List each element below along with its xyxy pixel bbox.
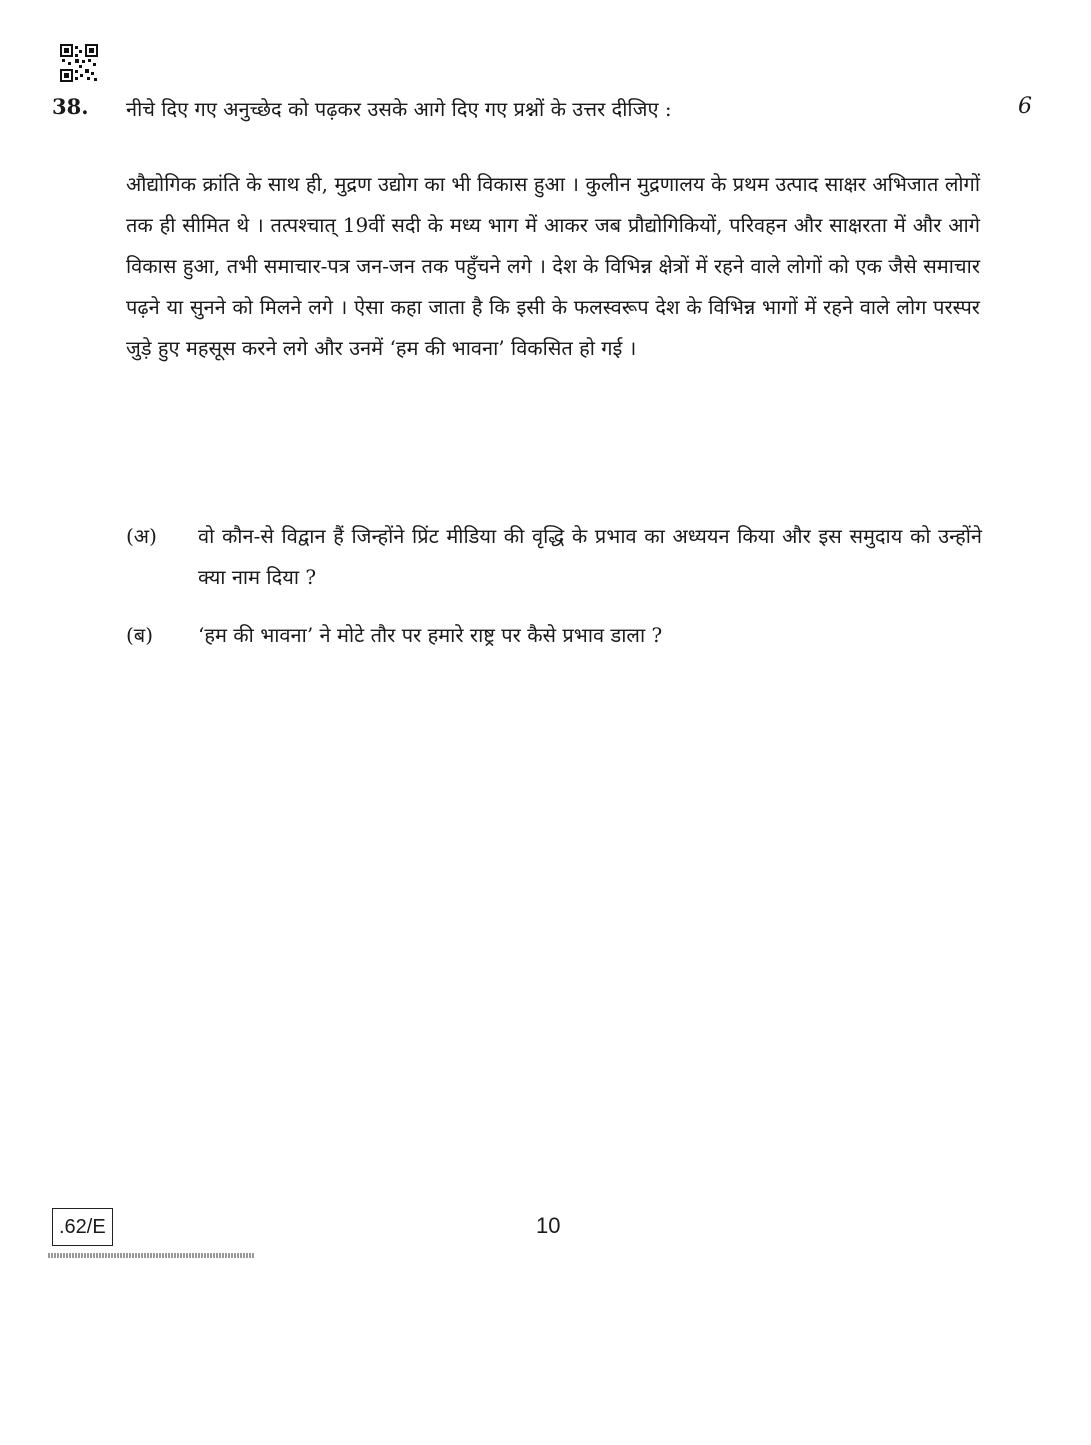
sub-question-text: ‘हम की भावना’ ने मोटे तौर पर हमारे राष्ट्र पर कैसे प्रभाव डाला ? — [198, 623, 663, 647]
microprint-strip — [48, 1253, 254, 1258]
sub-question-text: वो कौन-से विद्वान हैं जिन्होंने प्रिंट मीडिया की वृद्धि के प्रभाव का अध्ययन किया और इस समुदाय को उन्होंने क्या नाम दिया ? — [198, 524, 982, 589]
sub-question-label: (अ) — [126, 524, 157, 548]
question-instruction: नीचे दिए गए अनुच्छेद को पढ़कर उसके आगे दिए गए प्रश्नों के उत्तर दीजिए : — [126, 97, 672, 121]
page-number: 10 — [536, 1213, 561, 1238]
question-marks: 6 — [1018, 94, 1032, 119]
paper-code: .62/E — [52, 1208, 113, 1246]
qr-code-icon — [60, 44, 98, 82]
sub-question-b — [126, 615, 982, 656]
sub-question-a — [126, 516, 982, 598]
passage-text: औद्योगिक क्रांति के साथ ही, मुद्रण उद्योग का भी विकास हुआ । कुलीन मुद्रणालय के प्रथम उत्पाद साक्षर अभिजात लोगों तक ही सीमित थे । तत्पश्चात् 19वीं सदी के मध्य भाग में आकर जब प्रौद्योगिकियों, परिवहन और साक्षरता में और आगे विकास हुआ, तभी समाचार-पत्र जन-जन तक पहुँचने लगे । देश के विभिन्न क्षेत्रों में रहने वाले लोगों को एक जैसे समाचार पढ़ने या सुनने को मिलने लगे । ऐसा कहा जाता है कि इसी के फलस्वरूप देश के विभिन्न भागों में रहने वाले लोग परस्पर जुड़े हुए महसूस करने लगे और उनमें ‘हम की भावना’ विकसित हो गई । — [126, 172, 980, 360]
sub-question-label: (ब) — [126, 623, 154, 647]
question-number: 38. — [52, 94, 89, 119]
